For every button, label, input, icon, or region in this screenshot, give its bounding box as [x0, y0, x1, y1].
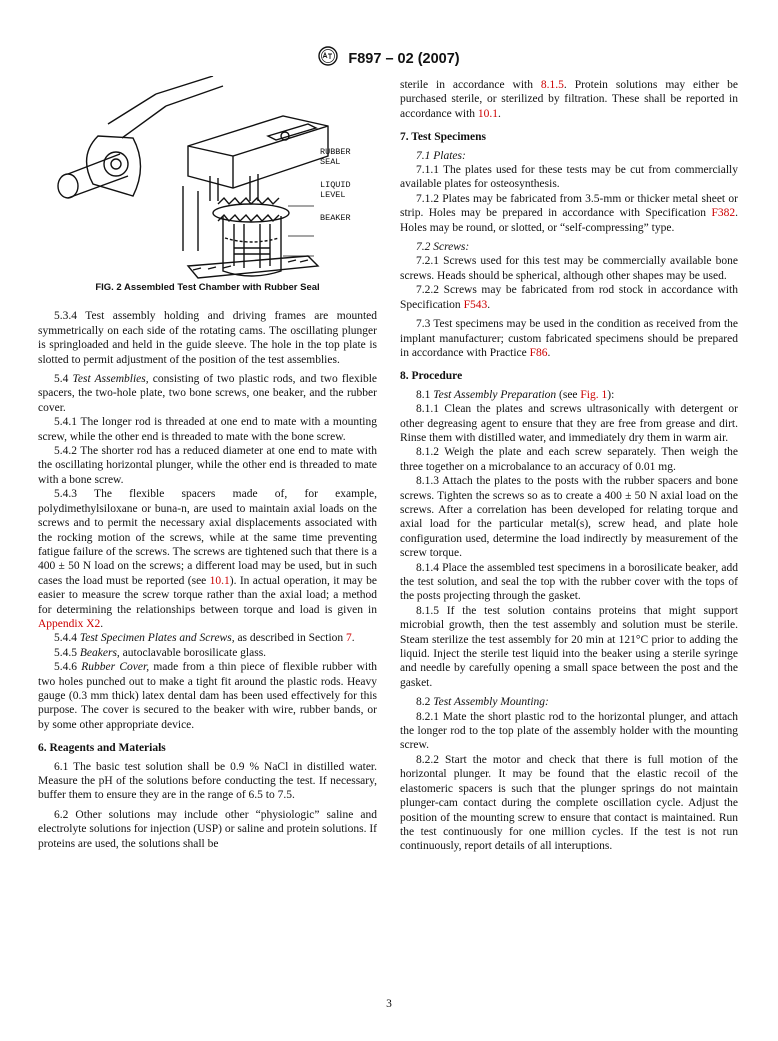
- figure-2: [38, 76, 377, 281]
- link-10-1-b[interactable]: 10.1: [477, 107, 499, 120]
- standard-designation: F897 – 02 (2007): [348, 50, 460, 67]
- astm-logo: [318, 46, 338, 71]
- para-7-2-1: 7.2.1 Screws used for this test may be commercially available bone screws. Heads should be spherical, although other shapes may be used.: [400, 255, 738, 282]
- para-5-4-3: 5.4.3 The flexible spacers made of, for example, polydimethylsiloxane or buna-n, are used to maintain axial loads on the screws and to permit the necessary axial displacements associated with the rocking motion of the screws, while at the same time preventing fatigue failure of the screws. The screws are tightened such that there is a 400 ± 50 N load on the screws; a different load may be used, but in such cases the load must be reported (see 10.1). In actual operation, it may be easier to measure the screw torque rather than the axial load; a method for determining the relationships between torque and load is given in Appendix X2.: [38, 488, 377, 630]
- section-6-heading: 6. Reagents and Materials: [38, 742, 166, 755]
- para-8-1: 8.1 Test Assembly Preparation (see Fig. 1):: [416, 388, 615, 401]
- section-8-heading: 8. Procedure: [400, 370, 463, 383]
- link-f543[interactable]: F543: [463, 298, 488, 311]
- link-fig-1[interactable]: Fig. 1: [580, 388, 608, 401]
- para-7-1-2: 7.1.2 Plates may be fabricated from 3.5-mm or thicker metal sheet or strip. Holes may be prepared in accordance with Specification F382. Holes may be round, or slotted, or “self-compressing” type.: [400, 192, 738, 234]
- link-f86[interactable]: F86: [529, 346, 548, 359]
- para-6-2-cont: sterile in accordance with 8.1.5. Protein solutions may either be purchased sterile, or sterilized by filtration. These shall be reported in accordance with 10.1.: [400, 79, 738, 120]
- link-8-1-5[interactable]: 8.1.5: [540, 79, 564, 91]
- para-7-2: 7.2 Screws:: [416, 241, 470, 254]
- para-7-3: 7.3 Test specimens may be used in the condition as received from the implant manufacturer; custom fabricated specimens should be prepared in accordance with Practice F86.: [400, 318, 738, 359]
- link-section-7[interactable]: 7: [346, 632, 352, 645]
- para-5-4-6: 5.4.6 Rubber Cover, made from a thin piece of flexible rubber with two holes punched out to make a tight fit around the plastic rods. Heavy gauge (0.3 mm thick) latex dental dam has been used effectively for this purpose. The cover is secured to the beaker with wire, rubber bands, or by some other appropriate device.: [38, 661, 378, 731]
- label-liquid-level: LIQUID LEVEL: [320, 180, 351, 200]
- link-f382[interactable]: F382: [711, 207, 736, 220]
- para-6-2: 6.2 Other solutions may include other “physiologic” saline and electrolyte solutions for injection (USP) or saline and protein solutions. If proteins are used, the solutions shall be: [38, 808, 377, 850]
- para-5-4-4: 5.4.4 Test Specimen Plates and Screws, as described in Section 7.: [54, 632, 355, 645]
- para-7-2-2: 7.2.2 Screws may be fabricated from rod stock in accordance with Specification F543.: [400, 284, 738, 311]
- section-7-heading: 7. Test Specimens: [400, 131, 486, 144]
- link-10-1[interactable]: 10.1: [209, 574, 230, 587]
- figure-caption: FIG. 2 Assembled Test Chamber with Rubber Seal: [95, 282, 320, 293]
- label-beaker: BEAKER: [320, 213, 351, 223]
- page-header: [0, 46, 778, 71]
- para-5-4-5: 5.4.5 Beakers, autoclavable borosilicate glass.: [54, 646, 267, 659]
- para-8-1-3: 8.1.3 Attach the plates to the posts with the rubber spacers and bone screws. Tighten the screws so as to create a 400 ± 50 N axial load on the screws. After a correlation has been developed for relating torque and axial load for the particular metal(s), screw head, and plate hole configuration used, determine the load indirectly by measurement of the screw torque.: [400, 475, 738, 560]
- para-5-4-1: 5.4.1 The longer rod is threaded at one end to mate with a mounting screw, while the other end is threaded to mate with the bone screw.: [38, 416, 377, 443]
- para-8-1-4: 8.1.4 Place the assembled test specimens in a borosilicate beaker, add the test solution, and seal the top with the rubber cover with the tops of the posts projecting through the gasket.: [400, 561, 738, 603]
- right-column: [400, 78, 738, 854]
- para-5-4-2: 5.4.2 The shorter rod has a reduced diameter at one end to mate with the oscillating horizontal plunger, while the other end is threaded to mate with a bone screw.: [38, 445, 377, 486]
- para-8-2: 8.2 Test Assembly Mounting:: [416, 696, 549, 709]
- link-appendix-x2[interactable]: Appendix X2: [38, 617, 101, 630]
- para-7-1: 7.1 Plates:: [416, 149, 466, 162]
- para-8-1-1: 8.1.1 Clean the plates and screws ultrasonically with detergent or other degreasing agent to ensure that they are free from grease and dirt. Rinse them with distilled water, and immediately dry them in warm air.: [400, 403, 738, 444]
- para-5-4: 5.4 Test Assemblies, consisting of two plastic rods, and two flexible spacers, the two-hole plate, two bone screws, one beaker, and the rubber cover.: [38, 373, 378, 414]
- para-8-1-5: 8.1.5 If the test solution contains proteins that might support microbial growth, then the test assembly and solution must be sterile. Steam sterilize the test assembly for 20 min at 121°C prior to adding the liquid. Inject the sterile test liquid into the beaker using a sterile syringe and needle by carefully opening a small space between the post and the gasket.: [400, 604, 738, 689]
- page-number: 3: [386, 998, 392, 1010]
- para-8-2-1: 8.2.1 Mate the short plastic rod to the horizontal plunger, and attach the longer rod to the top plate of the assembly holder with the mounting screw.: [400, 710, 738, 752]
- para-7-1-1: 7.1.1 The plates used for these tests may be cut from commercially available plates for osteosynthesis.: [400, 164, 738, 191]
- left-column: [38, 76, 377, 851]
- para-8-1-2: 8.1.2 Weigh the plate and each screw separately. Then weigh the three together on a microbalance to an accuracy of 0.01 mg.: [400, 446, 738, 473]
- para-5-3-4: 5.3.4 Test assembly holding and driving frames are mounted symmetrically on each side of the rotating cams. The oscillating plunger is springloaded and held in the guide sleeve. The hole in the top plate is slotted to permit adjustment of the position of the test assemblies.: [38, 310, 377, 366]
- test-chamber-drawing: [38, 76, 377, 281]
- para-8-2-2: 8.2.2 Start the motor and check that there is full motion of the horizontal plunger. It may be found that the elastic recoil of the elastomeric spacers is such that the plunger springs do not maintain plunger-cam contact during the complete oscillation cycle. Adjust the position of the mounting screw to ensure that contact is maintained. Run the test continuously for one million cycles. If the test is not run continuously, report details of all interuptions.: [400, 753, 738, 853]
- label-rubber-seal: RUBBER SEAL: [320, 147, 351, 167]
- para-6-1: 6.1 The basic test solution shall be 0.9 % NaCl in distilled water. Measure the pH of the solutions before conducting the test. If necessary, buffer them to ensure they are in the range of 6.5 to 7.5.: [38, 760, 377, 802]
